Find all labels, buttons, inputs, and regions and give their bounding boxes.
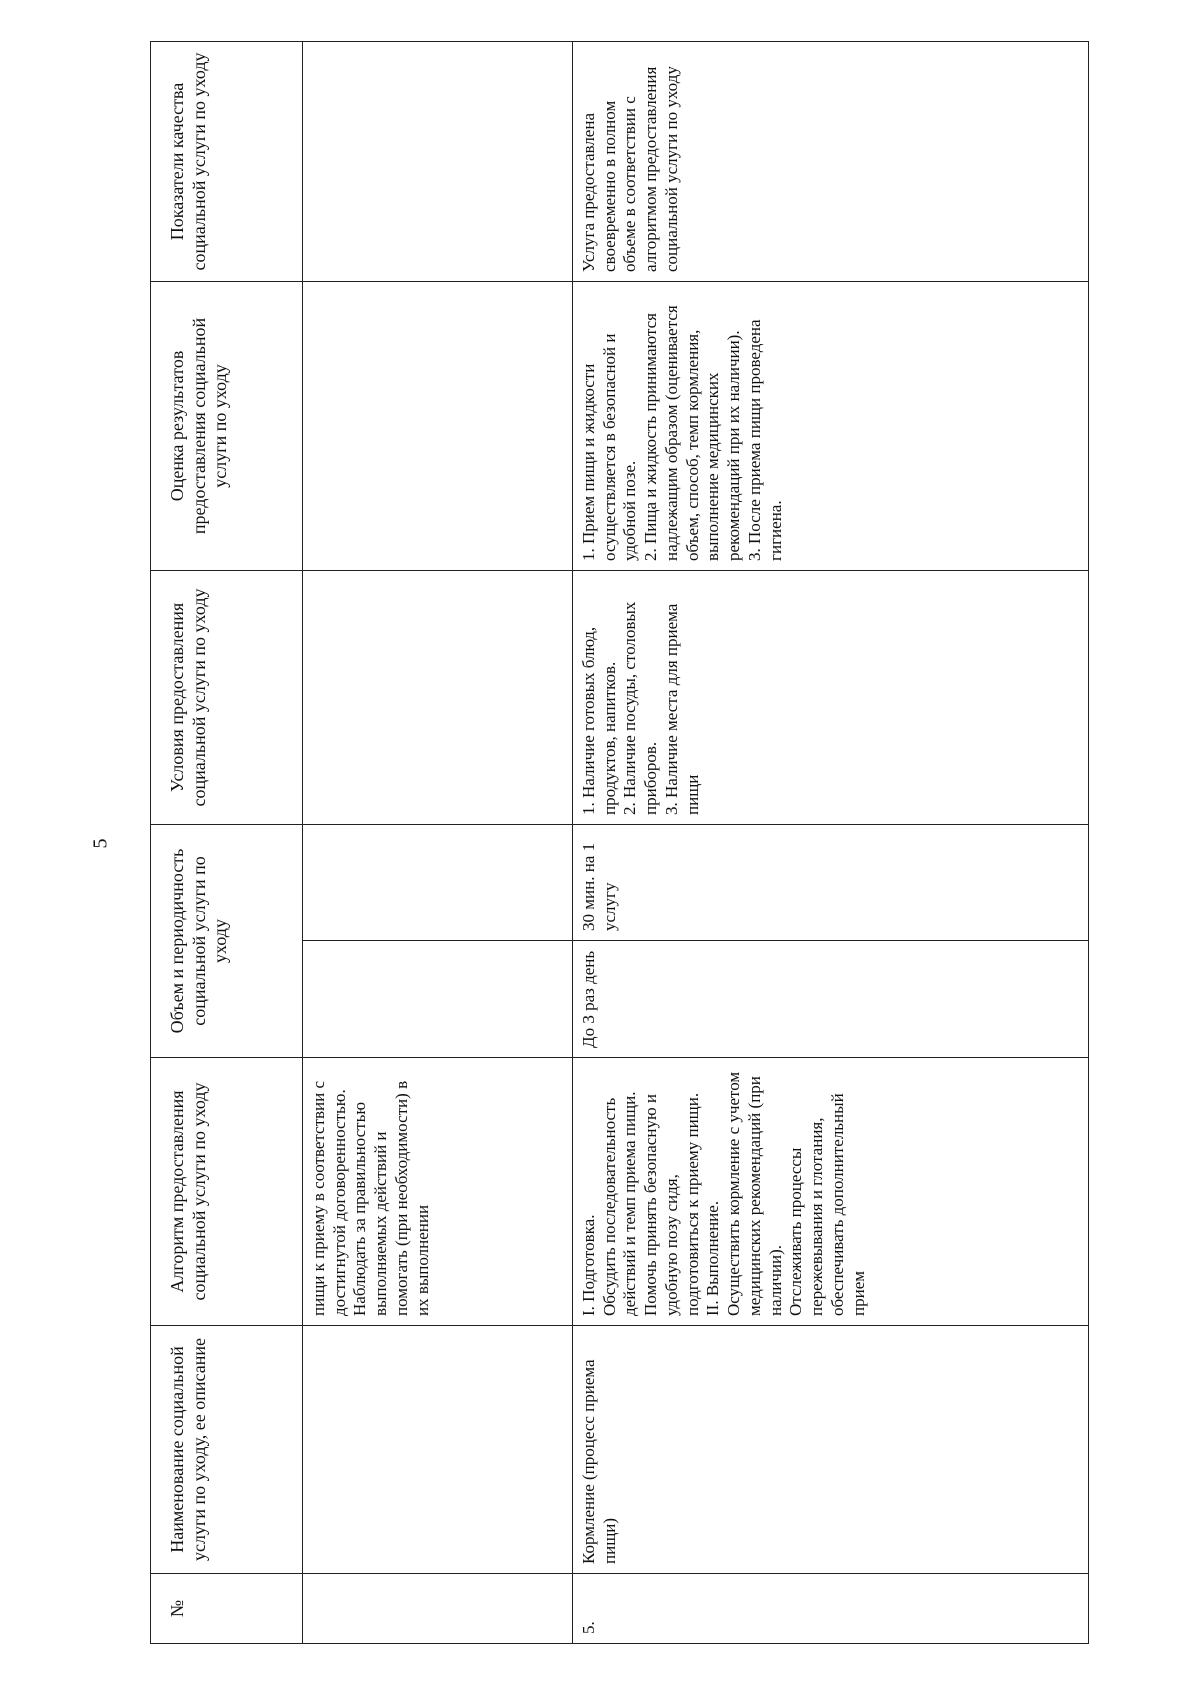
header-evaluation: Оценка результатов предоставления социальной услуги по уходу xyxy=(151,281,303,570)
cell-conditions xyxy=(303,570,573,824)
header-conditions: Условия предоставления социальной услуги по уходу xyxy=(151,570,303,824)
cell-frequency: До 3 раз день xyxy=(573,941,1089,1058)
social-care-services-table xyxy=(150,41,1089,1644)
document-table-container xyxy=(150,42,1088,1644)
cell-service-name xyxy=(303,1326,573,1574)
header-quality: Показатели качества социальной услуги по уходу xyxy=(151,41,303,281)
header-volume-frequency: Объем и периодичность социальной услуги по уходу xyxy=(151,824,303,1057)
page-number: 5 xyxy=(89,838,112,849)
table-row-continuation xyxy=(303,41,573,1643)
cell-service-name: Кормление (процесс приема пищи) xyxy=(573,1326,1089,1574)
cell-evaluation: 1. Прием пищи и жидкости осуществляется в безопасной и удобной позе. 2. Пища и жидкость принимаются надлежащим образом (оценивается объем, способ, темп кормления, выполнение медицинских рекомендаций при их наличии). 3. После приема пищи проведена гигиена. xyxy=(573,281,1089,570)
cell-number: 5. xyxy=(573,1574,1089,1644)
header-service-name: Наименование социальной услуги по уходу, ее описание xyxy=(151,1326,303,1574)
cell-quality xyxy=(303,41,573,281)
cell-duration xyxy=(303,824,573,940)
header-algorithm: Алгоритм предоставления социальной услуги по уходу xyxy=(151,1058,303,1326)
cell-frequency xyxy=(303,941,573,1058)
cell-algorithm: пищи к приему в соответствии с достигнутой договоренностью. Наблюдать за правильностью выполняемых действий и помогать (при необходимости) в их выполнении xyxy=(303,1058,573,1326)
cell-evaluation xyxy=(303,281,573,570)
table-header-row xyxy=(151,41,303,1643)
table-row xyxy=(573,41,1089,1643)
cell-quality: Услуга предоставлена своевременно в полном объеме в соответствии с алгоритмом предоставления социальной услуги по уходу xyxy=(573,41,1089,281)
cell-algorithm: I. Подготовка. Обсудить последовательность действий и темп приема пищи. Помочь принять безопасную и удобную позу сидя, подготовиться к приему пищи. II. Выполнение. Осуществить кормление с учетом медицинских рекомендаций (при наличии). Отслеживать процессы пережевывания и глотания, обеспечивать дополнительный прием xyxy=(573,1058,1089,1326)
header-number: № xyxy=(151,1574,303,1644)
cell-number xyxy=(303,1574,573,1644)
cell-duration: 30 мин. на 1 услугу xyxy=(573,824,1089,940)
cell-conditions: 1. Наличие готовых блюд, продуктов, напитков. 2. Наличие посуды, столовых приборов. 3. Наличие места для приема пищи xyxy=(573,570,1089,824)
